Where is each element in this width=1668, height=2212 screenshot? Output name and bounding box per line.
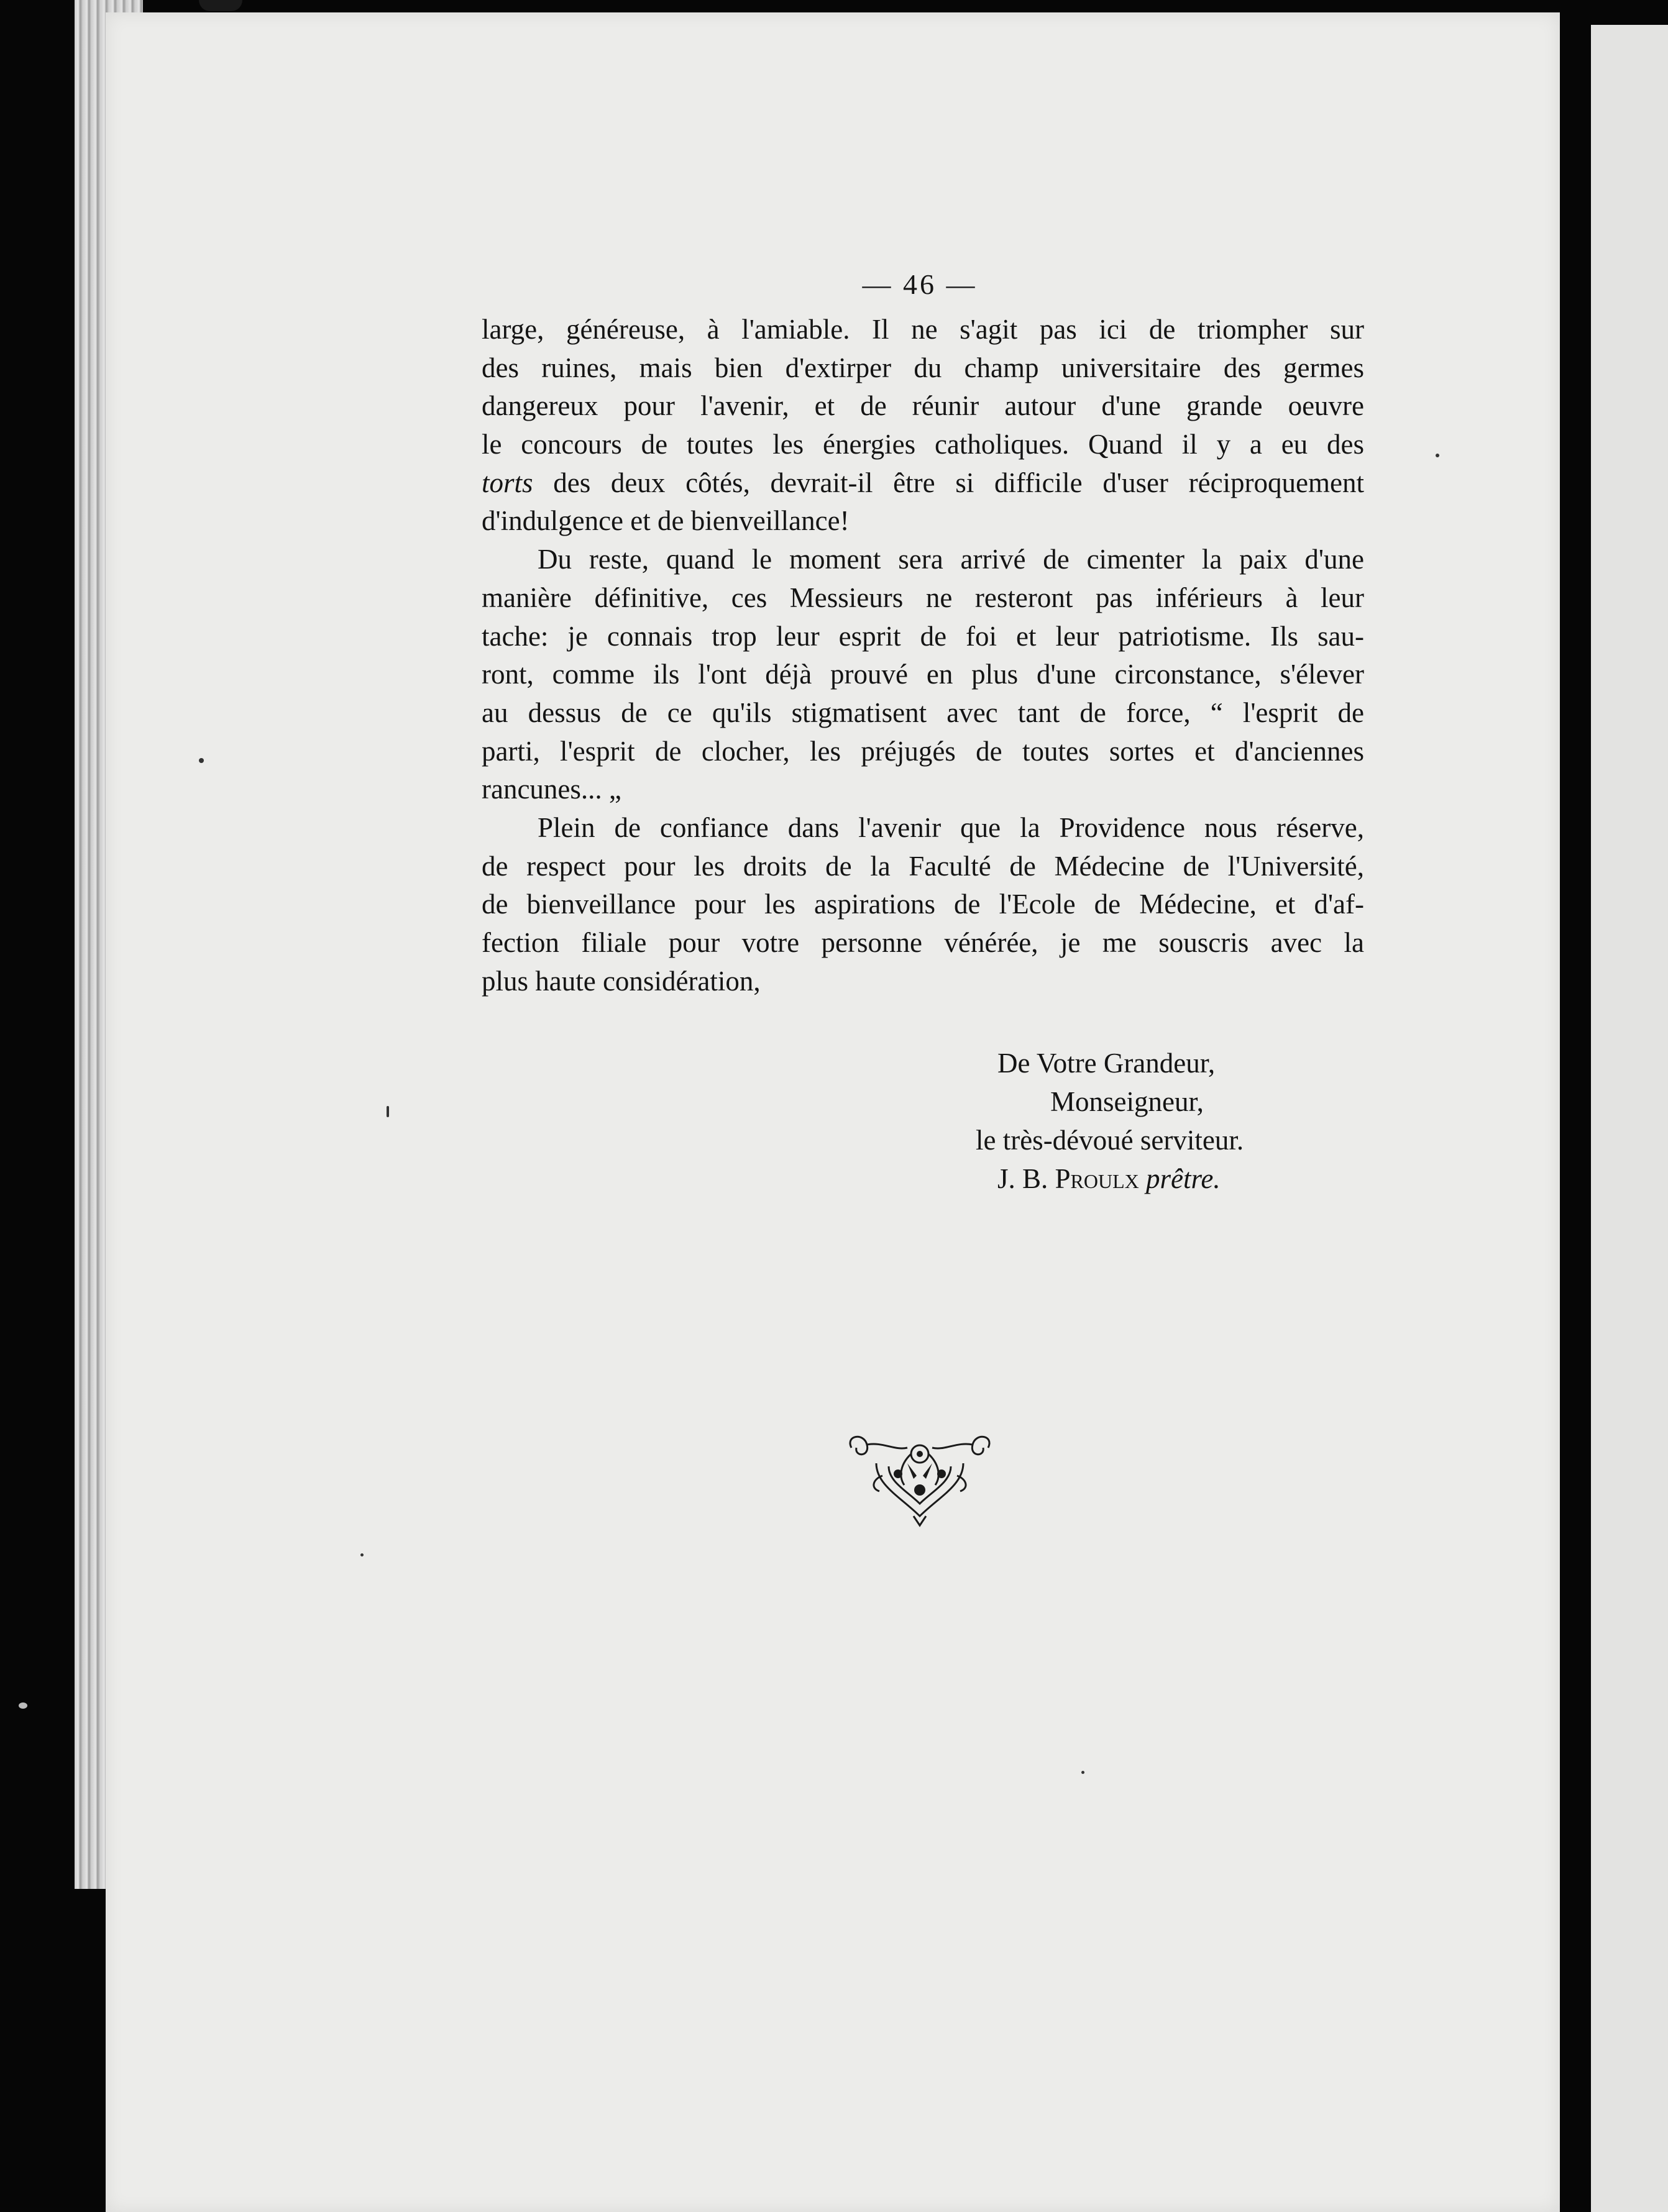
text-line: parti, l'esprit de clocher, les préjugés de toutes sortes et d'anciennes [482,735,1364,767]
text-line: fection filiale pour votre personne vénérée, je me souscris avec la [482,927,1364,958]
text-segment: des deux côtés, devrait-il être si difficile d'user réciproquement [533,467,1364,498]
emphasis-word: torts [482,467,533,498]
text-line: Plein de confiance dans l'avenir que la Providence nous réserve, [538,811,1364,843]
text-line: au dessus de ce qu'ils stigmatisent avec tant de force, “ l'esprit de [482,697,1364,728]
signature [957,1159,1342,1198]
signature-name: J. B. Proulx [997,1163,1139,1194]
text-line: plus haute considération, [482,965,761,997]
adjacent-page-edge [1591,25,1668,2212]
salutation-line: De Votre Grandeur, [997,1048,1216,1079]
text-line: de bienveillance pour les aspirations de l'Ecole de Médecine, et d'af- [482,889,1364,920]
text-line: tache: je connais trop leur esprit de foi et leur patriotisme. Ils sau- [482,620,1364,652]
text-line: de respect pour les droits de la Faculté de Médecine de l'Université, [482,850,1364,882]
signature-title: prêtre. [1146,1163,1221,1194]
text-line: rancunes... „ [482,774,621,805]
scan-speck [1081,1771,1084,1774]
scan-speck [1436,454,1439,457]
decorative-ornament-icon [839,1429,1001,1529]
salutation-line: le très-dévoué serviteur. [976,1125,1244,1156]
page-number: — 46 — [862,268,978,300]
text-line: des ruines, mais bien d'extirper du champ universitaire des germes [482,352,1364,383]
text-line: manière définitive, ces Messieurs ne resteront pas inférieurs à leur [482,582,1364,613]
text-line: large, généreuse, à l'amiable. Il ne s'agit pas ici de triompher sur [482,314,1364,345]
salutation-line: Monseigneur, [1050,1086,1204,1117]
text-line: ront, comme ils l'ont déjà prouvé en plus d'une circonstance, s'élever [482,659,1364,690]
scan-speck [387,1106,389,1117]
letter-body [482,311,1364,1000]
text-line [482,464,1364,503]
text-line: le concours de toutes les énergies catholiques. Quand il y a eu des [482,429,1364,460]
scan-smudge [199,0,242,11]
letter-closing [957,1044,1342,1198]
text-line: Du reste, quand le moment sera arrivé de cimenter la paix d'une [538,544,1364,575]
scan-speck [19,1702,27,1709]
scan-speck [199,758,204,763]
text-line: d'indulgence et de bienveillance! [482,505,850,537]
scan-speck [360,1553,364,1556]
text-line: dangereux pour l'avenir, et de réunir autour d'une grande oeuvre [482,390,1364,422]
